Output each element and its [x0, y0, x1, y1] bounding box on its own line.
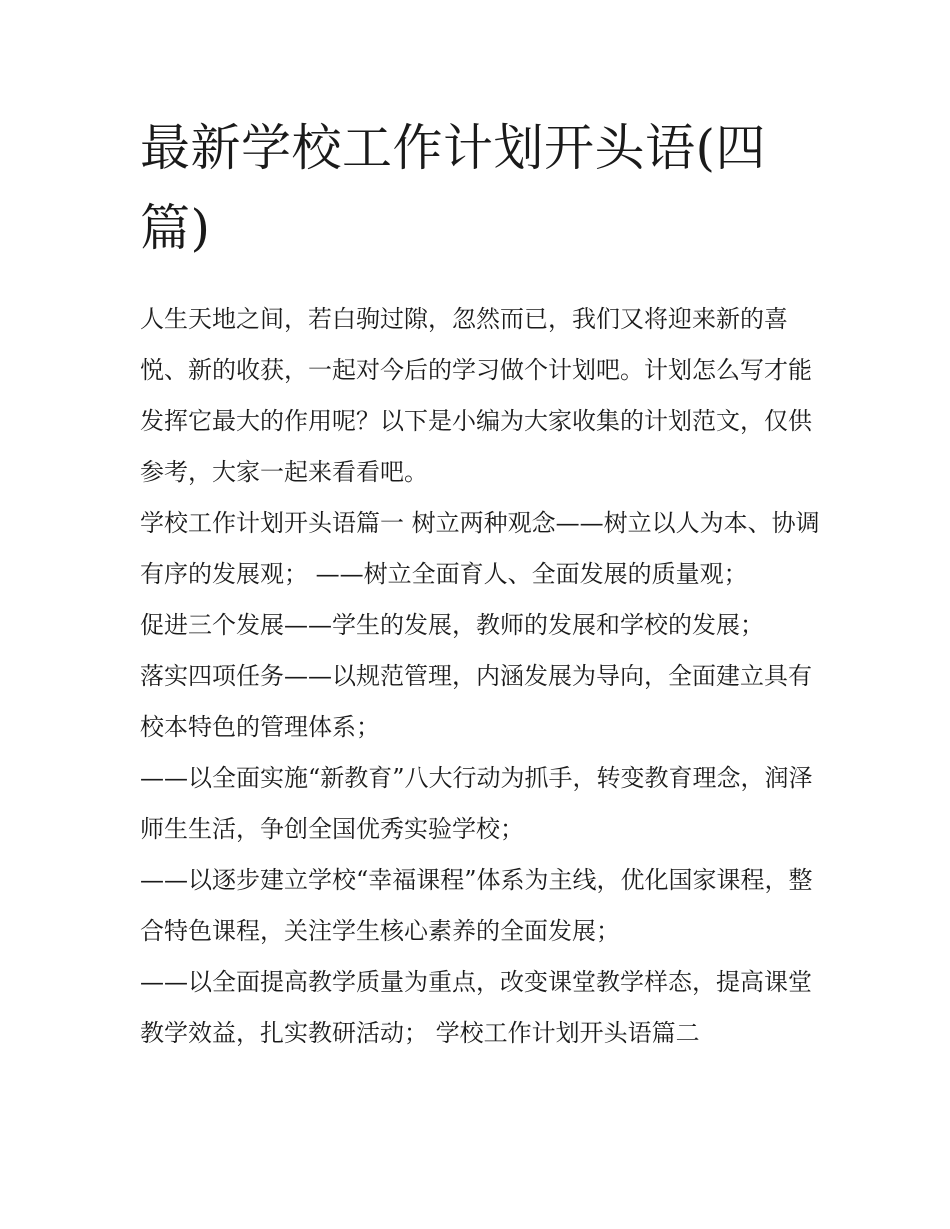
section-one-paragraph: 学校工作计划开头语篇一 树立两种观念——树立以人为本、协调有序的发展观； ——树立全面育人、全面发展的质量观；: [140, 509, 820, 588]
document-page: [140, 108, 820, 1059]
new-education-paragraph: ——以全面实施“新教育”八大行动为抓手，转变教育理念，润泽师生生活，争创全国优秀实验学校；: [140, 764, 813, 843]
intro-paragraph: 人生天地之间，若白驹过隙，忽然而已，我们又将迎来新的喜悦、新的收获，一起对今后的学习做个计划吧。计划怎么写才能发挥它最大的作用呢？以下是小编为大家收集的计划范文，仅供参考，大家一起来看看吧。: [140, 305, 812, 486]
teaching-quality-paragraph: ——以全面提高教学质量为重点，改变课堂教学样态，提高课堂教学效益，扎实教研活动； 学校工作计划开头语篇二: [140, 968, 812, 1047]
document-title: 最新学校工作计划开头语(四篇): [140, 119, 767, 257]
three-developments-paragraph: 促进三个发展——学生的发展，教师的发展和学校的发展；: [140, 611, 764, 639]
document-body: [140, 294, 820, 1059]
four-tasks-paragraph: 落实四项任务——以规范管理，内涵发展为导向，全面建立具有校本特色的管理体系；: [140, 662, 812, 741]
happy-curriculum-paragraph: ——以逐步建立学校“幸福课程”体系为主线，优化国家课程，整合特色课程，关注学生核心素养的全面发展；: [140, 866, 813, 945]
